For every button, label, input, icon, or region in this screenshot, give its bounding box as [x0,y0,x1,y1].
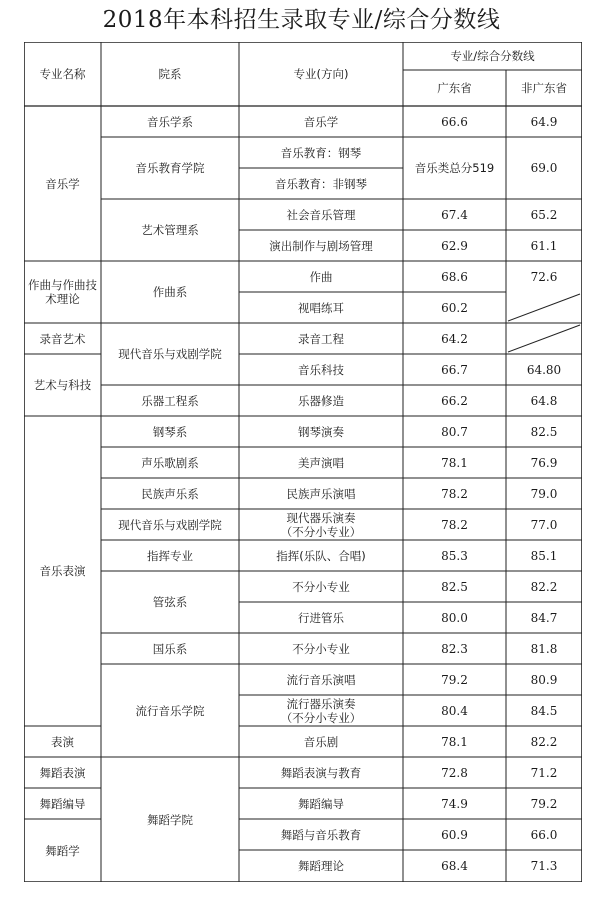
score-non-guangdong-cell: 82.5 [530,424,558,439]
header-major-name: 专业名称 [39,67,86,81]
score-guangdong-cell: 85.3 [441,548,468,563]
department-cell: 管弦系 [152,595,188,609]
score-guangdong-cell: 68.6 [441,269,468,284]
major-name-cell: 舞蹈表演 [39,765,86,780]
document-title: 2018年本科招生录取专业/综合分数线 [102,7,501,33]
score-guangdong-cell: 82.5 [441,579,468,594]
direction-cell: 现代器乐演奏 （不分小专业） [280,510,362,539]
department-cell: 国乐系 [152,641,188,656]
direction-cell: 舞蹈理论 [298,859,344,873]
direction-cell: 演出制作与剧场管理 [269,238,373,253]
score-non-guangdong-cell: 66.0 [530,827,558,842]
department-cell: 乐器工程系 [141,393,199,408]
major-name-cell: 音乐学 [45,176,80,191]
major-name-cell: 作曲与作曲技术理论 [28,278,97,306]
empty-cell-diagonal [508,325,580,352]
score-guangdong-cell: 68.4 [441,859,468,873]
score-non-guangdong-cell: 79.0 [530,486,558,501]
direction-cell: 音乐教育：钢琴 [280,145,362,160]
score-non-guangdong-cell: 64.9 [530,114,558,129]
direction-cell: 流行音乐演唱 [286,672,356,687]
score-non-guangdong-cell: 71.3 [530,859,558,873]
score-guangdong-cell: 80.7 [441,424,468,439]
department-cell: 指挥专业 [147,548,193,563]
score-guangdong-cell: 66.2 [441,393,468,408]
header-guangdong: 广东省 [437,81,472,95]
score-non-guangdong-cell: 80.9 [530,672,558,687]
major-name-cell: 表演 [51,734,74,749]
direction-cell: 乐器修造 [298,393,344,408]
header-score-group: 专业/综合分数线 [450,49,535,63]
score-non-guangdong-cell: 77.0 [530,517,558,532]
direction-cell: 钢琴演奏 [298,424,344,439]
score-table [24,42,582,882]
direction-cell: 不分小专业 [292,641,350,656]
score-guangdong-merged-cell: 音乐类总分519 [414,161,495,175]
score-non-guangdong-cell: 84.7 [530,610,558,625]
department-cell: 舞蹈学院 [147,812,193,827]
score-non-guangdong-cell: 61.1 [530,238,558,253]
direction-cell: 音乐学 [303,114,339,129]
major-name-cell: 舞蹈编导 [39,796,86,811]
direction-cell: 美声演唱 [298,455,344,470]
score-non-guangdong-cell: 65.2 [530,207,558,222]
department-cell: 流行音乐学院 [135,703,205,718]
empty-cell-diagonal [508,294,580,321]
direction-cell: 视唱练耳 [298,300,344,315]
header-direction: 专业(方向) [293,67,349,81]
department-cell: 民族声乐系 [141,486,199,501]
score-non-guangdong-cell: 85.1 [530,548,558,563]
score-non-guangdong-cell: 71.2 [530,765,558,780]
score-guangdong-cell: 60.2 [441,300,468,315]
direction-cell: 社会音乐管理 [286,207,356,222]
direction-cell: 民族声乐演唱 [286,486,356,501]
major-name-cell: 艺术与科技 [33,378,92,392]
score-guangdong-cell: 66.7 [441,362,468,377]
department-cell: 钢琴系 [152,424,188,439]
score-guangdong-cell: 60.9 [441,827,468,842]
direction-cell: 不分小专业 [292,579,350,594]
score-guangdong-cell: 78.1 [441,455,468,470]
score-non-guangdong-merged-cell: 69.0 [530,161,558,175]
score-guangdong-cell: 82.3 [441,641,468,656]
direction-cell: 作曲 [309,269,333,284]
score-guangdong-cell: 62.9 [441,238,468,253]
score-guangdong-cell: 74.9 [441,796,468,811]
direction-cell: 音乐教育：非钢琴 [275,176,367,191]
score-guangdong-cell: 78.1 [441,734,468,749]
department-cell: 现代音乐与戏剧学院 [118,347,222,361]
score-non-guangdong-cell: 79.2 [530,796,558,811]
department-cell: 声乐歌剧系 [141,455,199,470]
score-non-guangdong-cell: 82.2 [530,734,558,749]
score-non-guangdong-cell: 76.9 [530,455,558,470]
direction-cell: 舞蹈与音乐教育 [280,827,362,842]
department-cell: 作曲系 [152,285,188,299]
major-name-cell: 音乐表演 [39,564,86,578]
score-non-guangdong-cell: 82.2 [530,579,558,594]
score-non-guangdong-cell: 84.5 [530,703,558,718]
major-name-cell: 录音艺术 [39,331,86,346]
department-cell: 艺术管理系 [141,223,199,237]
direction-cell: 音乐剧 [303,734,339,749]
score-guangdong-cell: 79.2 [441,672,468,687]
score-non-guangdong-cell: 81.8 [530,641,558,656]
score-non-guangdong-composition-cell: 72.6 [530,269,558,284]
direction-cell: 指挥(乐队、合唱) [276,548,366,563]
direction-cell: 行进管乐 [298,610,344,625]
department-cell: 现代音乐与戏剧学院 [118,517,222,532]
department-cell: 音乐学系 [147,114,193,129]
header-non-guangdong: 非广东省 [521,81,567,95]
score-non-guangdong-cell: 64.80 [526,362,562,377]
direction-cell: 舞蹈编导 [298,796,344,811]
major-name-cell: 舞蹈学 [45,843,80,858]
score-guangdong-cell: 66.6 [441,114,468,129]
score-guangdong-cell: 64.2 [441,331,468,346]
score-guangdong-cell: 72.8 [441,765,468,780]
score-non-guangdong-cell: 64.8 [530,393,558,408]
score-guangdong-cell: 78.2 [441,486,468,501]
score-guangdong-cell: 80.0 [441,610,468,625]
header-department: 院系 [158,67,182,81]
direction-cell: 流行器乐演奏 （不分小专业） [280,696,362,725]
score-guangdong-cell: 80.4 [441,703,468,718]
department-cell: 音乐教育学院 [135,161,205,175]
direction-cell: 舞蹈表演与教育 [280,765,362,780]
score-guangdong-cell: 67.4 [441,207,468,222]
direction-cell: 录音工程 [298,331,344,346]
score-guangdong-cell: 78.2 [441,517,468,532]
direction-cell: 音乐科技 [298,362,344,377]
